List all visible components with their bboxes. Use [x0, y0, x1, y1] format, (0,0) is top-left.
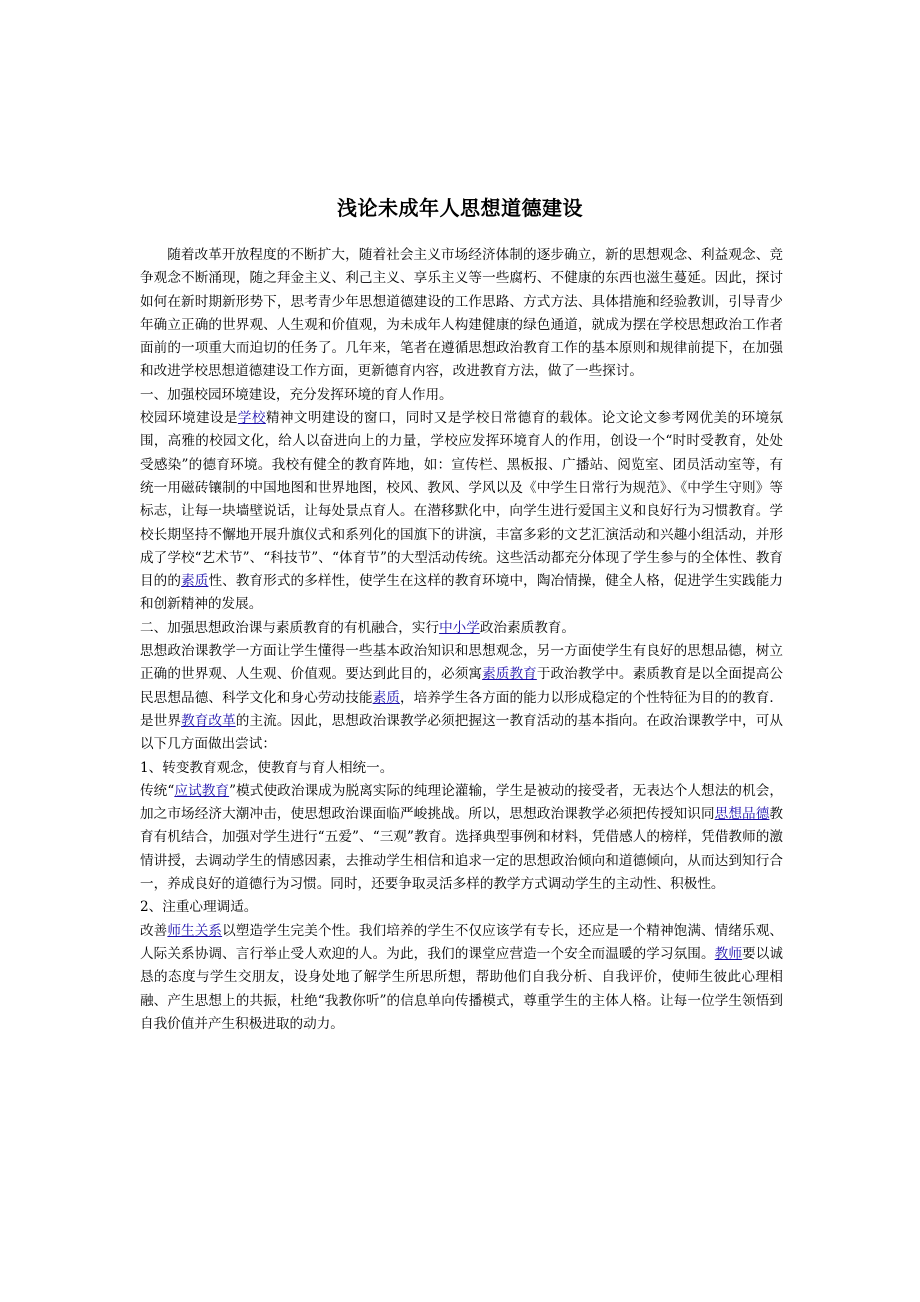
text-span: 思想政治课教学一方面让学生懂得一些基本政治知识和思想观念，另一方面使学生有良好的思想品德，树立正确的世界观、人生观、价值观。要达到此目的，必须寓 [140, 643, 783, 683]
text-span: 的主流。因此，思想政治课教学必须把握这一教育活动的基本指向。在政治课教学中，可从以下几方面做出尝试： [140, 712, 784, 753]
link-moral-character[interactable]: 思想品德 [714, 806, 770, 823]
link-exam-oriented-education[interactable]: 应试教育 [174, 782, 230, 799]
text-span: 校园环境建设是 [140, 410, 238, 427]
text-span: 以塑造学生完美个性。我们培养的学生不仅应该学有专长，还应是一个精神饱满、情绪乐观、人际关系协调、言行举止受人欢迎的人。为此，我们的课堂应营造一个安全而温暖的学习氛围。 [140, 922, 784, 962]
text-span: ”模式使政治课成为脱离实际的纯理论灌输，学生是被动的接受者，无表达个人想法的机会，加之市场经济大潮冲击，使思想政治课面临严峻挑战。所以，思想政治课教学必须把传授知识同 [140, 782, 784, 823]
subheading-2: 2、注重心理调适。 [140, 899, 258, 916]
document-title: 浅论未成年人思想道德建设 [337, 196, 583, 220]
link-quality-education[interactable]: 素质教育 [482, 666, 537, 683]
link-education-reform[interactable]: 教育改革 [181, 712, 236, 729]
link-teacher[interactable]: 教师 [714, 945, 743, 962]
link-quality-2[interactable]: 素质 [372, 689, 400, 706]
text-span: 二、加强思想政治课与素质教育的有机融合，实行 [140, 619, 440, 636]
paragraph-psychological [140, 920, 783, 1036]
link-primary-secondary-school[interactable]: 中小学 [439, 619, 480, 636]
text-span: 改善 [140, 922, 168, 939]
link-teacher-student-relationship[interactable]: 师生关系 [167, 922, 223, 939]
section-heading-1: 一、加强校园环境建设，充分发挥环境的育人作用。 [140, 386, 453, 403]
text-span: 性、教育形式的多样性，使学生在这样的教育环境中，陶冶情操，健全人格，促进学生实践能力和创新精神的发展。 [140, 573, 784, 613]
section-heading-2 [140, 617, 783, 640]
text-span: 要以诚恳的态度与学生交朋友，设身处地了解学生所思所想，帮助他们自我分析、自我评价，使师生彼此心理相融、产生思想上的共振，杜绝“我教你听”的信息单向传播模式，尊重学生的主体人格。让每一位学生领悟到自我价值并产生积极进取的动力。 [140, 945, 784, 1032]
paragraph-political-course [140, 640, 783, 756]
text-span: 教育有机结合，加强对学生进行“五爱”、“三观”教育。选择典型事例和材料，凭借感人的榜样，凭借教师的激情讲授，去调动学生的情感因素，去推动学生相信和追求一定的思想政治倾向和道德倾向，从而达到知行合一，养成良好的道德行为习惯。同时，还要争取灵活多样的教学方式调动学生的主动性、积极性。 [140, 806, 783, 893]
link-quality[interactable]: 素质 [181, 573, 209, 590]
paragraph-campus-environment [140, 407, 783, 617]
paragraph-education-concept [140, 780, 783, 896]
text-span: 传统“ [140, 782, 175, 799]
intro-paragraph: 随着改革开放程度的不断扩大，随着社会主义市场经济体制的逐步确立，新的思想观念、利益观念、竞争观念不断涌现，随之拜金主义、利己主义、享乐主义等一些腐朽、不健康的东西也滋生蔓延。因此，探讨如何在新时期新形势下，思考青少年思想道德建设的工作思路、方式方法、具体措施和经验教训，引导青少年确立正确的世界观、人生观和价值观，为未成年人构建健康的绿色通道，就成为摆在学校思想政治工作者面前的一项重大而迫切的任务了。几年来，笔者在遵循思想政治教育工作的基本原则和规律前提下，在加强和改进学校思想道德建设工作方面，更新德育内容，改进教育方法，做了一些探讨。 [140, 247, 783, 380]
text-span: 精神文明建设的窗口，同时又是学校日常德育的载体。论文论文参考网优美的环境氛围，高雅的校园文化，给人以奋进向上的力量，学校应发挥环境育人的作用，创设一个“时时受教育，处处受感染”的德育环境。我校有健全的教育阵地，如：宣传栏、黑板报、广播站、阅览室、团员活动室等，有统一用磁砖镶制的中国地图和世界地图，校风、教风、学风以及《中学生日常行为规范》、《中学生守则》等标志，让每一块墙壁说话，让每处景点育人。在潜移默化中，向学生进行爱国主义和良好行为习惯教育。学校长期坚持不懈地开展升旗仪式和系列化的国旗下的讲演，丰富多彩的文艺汇演活动和兴趣小组活动，并形成了学校“艺术节”、“科技节”、“体育节”的大型活动传统。这些活动都充分体现了学生参与的全体性、教育目的的 [140, 410, 784, 590]
link-school[interactable]: 学校 [237, 410, 266, 427]
text-span: 于政治教学中。素质教育是以全面提高公民思想品德、科学文化和身心劳动技能 [140, 666, 784, 706]
text-span: ，培养学生各方面的能力以形成稳定的个性特征为目的的教育．是世界 [140, 689, 784, 729]
subheading-1: 1、转变教育观念，使教育与育人相统一。 [140, 759, 394, 776]
text-span: 政治素质教育。 [479, 619, 575, 636]
document-body [140, 244, 783, 1036]
